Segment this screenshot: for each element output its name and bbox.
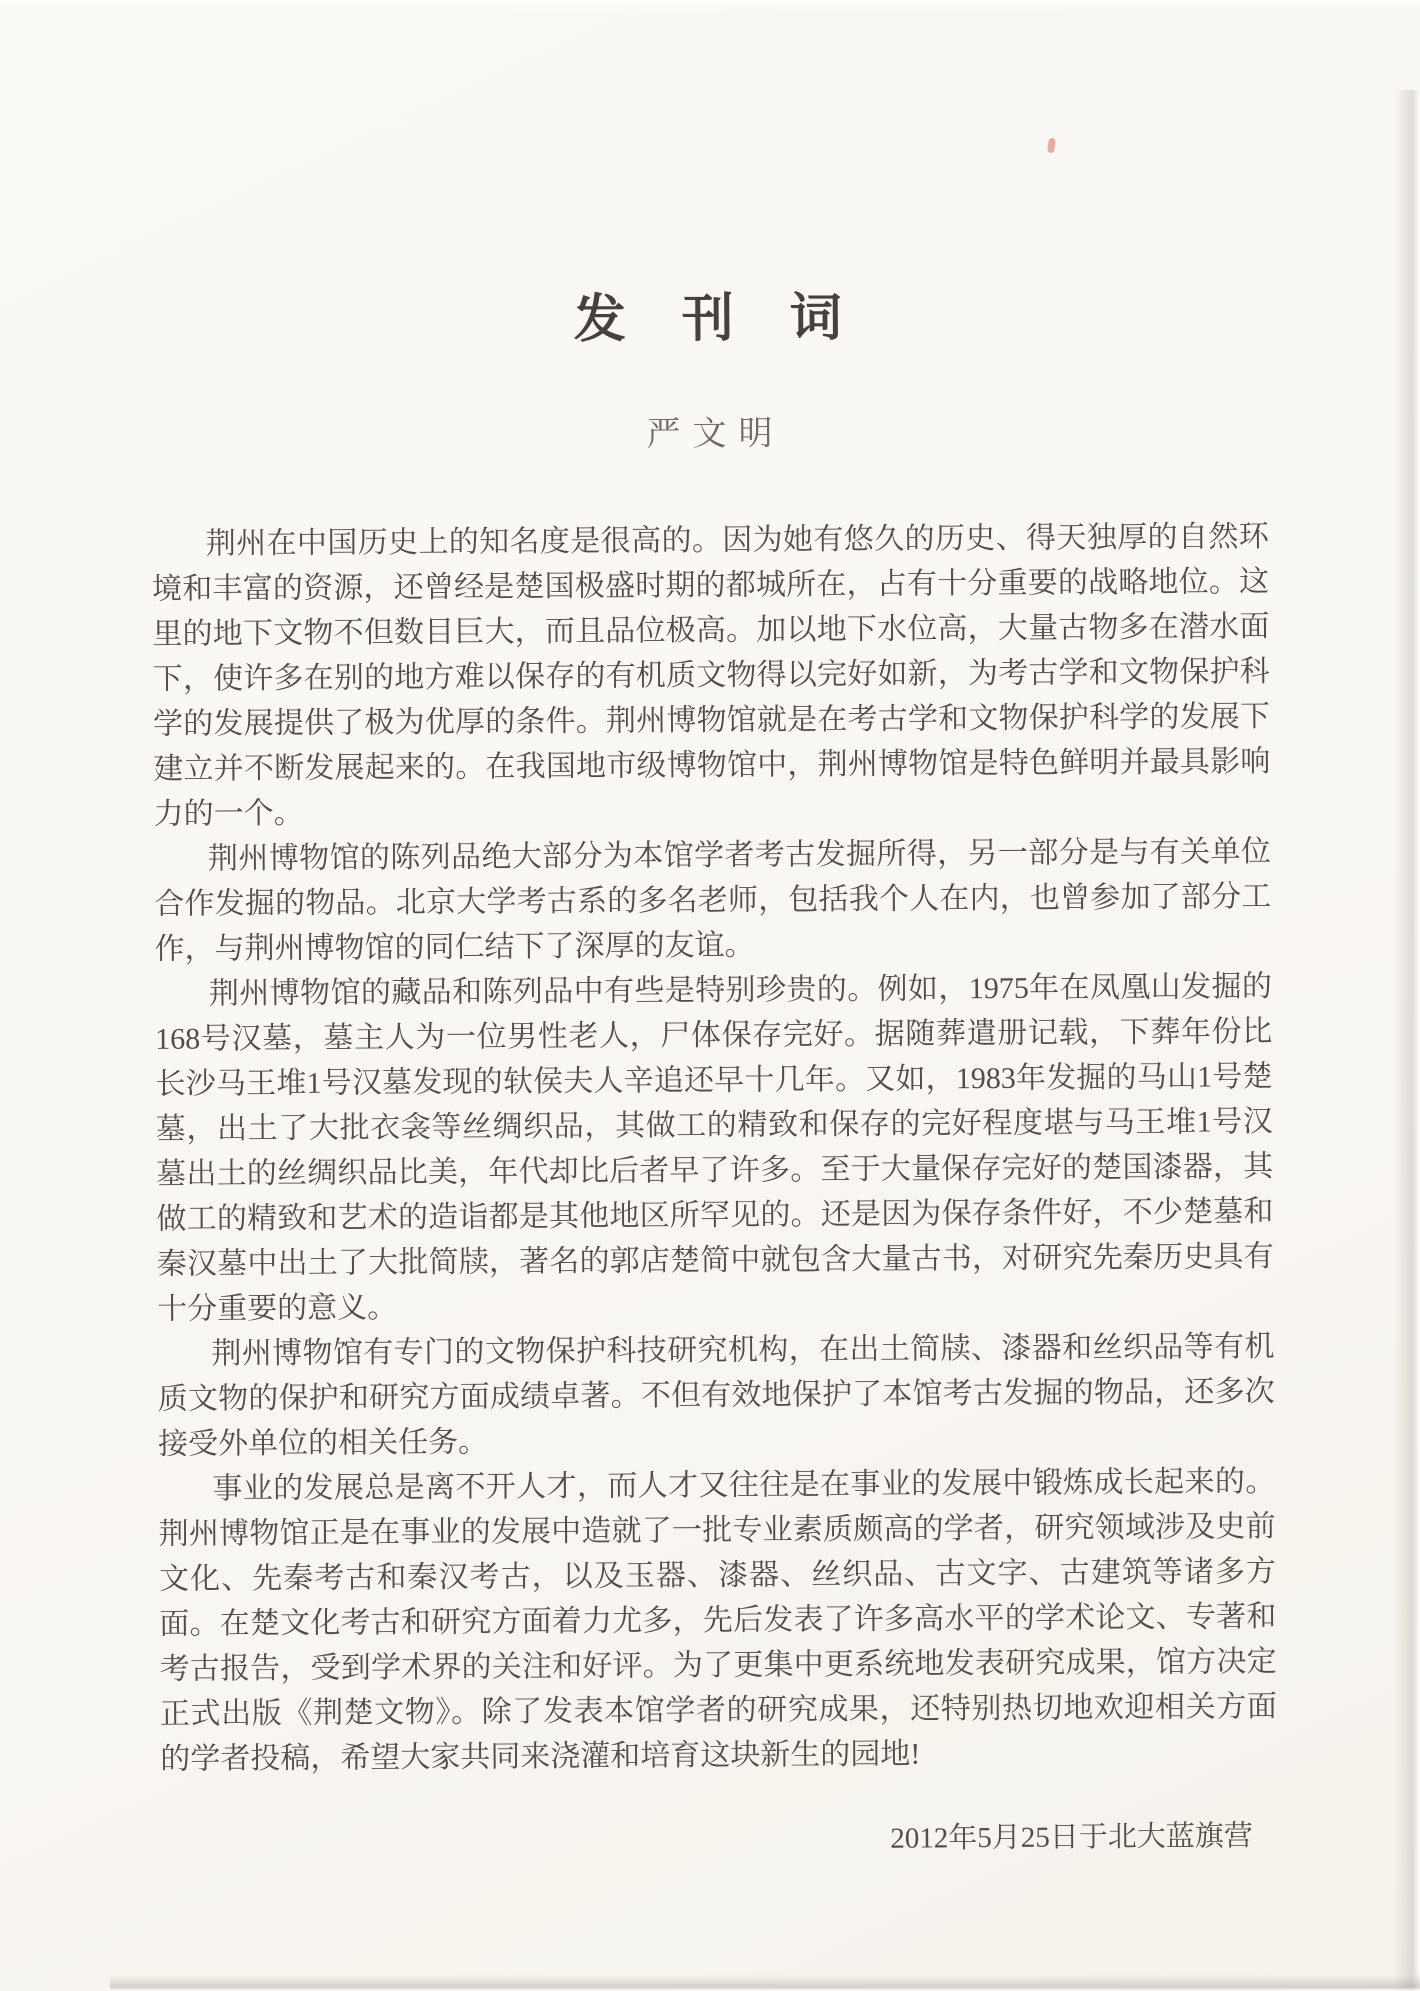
body-paragraph: 荆州在中国历史上的知名度是很高的。因为她有悠久的历史、得天独厚的自然环境和丰富的资源，还曾经是楚国极盛时期的都城所在，占有十分重要的战略地位。这里的地下文物不但数目巨大，而且品位极高。加以地下水位高，大量古物多在潜水面下，使许多在别的地方难以保存的有机质文物得以完好如新，为考古学和文物保护科学的发展提供了极为优厚的条件。荆州博物馆就是在考古学和文物保护科学的发展下建立并不断发展起来的。在我国地市级博物馆中，荆州博物馆是特色鲜明并最具影响力的一个。 bbox=[151, 520, 1271, 831]
body-paragraph: 荆州博物馆的陈列品绝大部分为本馆学者考古发掘所得，另一部分是与有关单位合作发掘的物品。北京大学考古系的多名老师，包括我个人在内，也曾参加了部分工作，与荆州博物馆的同仁结下了深厚的友谊。 bbox=[154, 835, 1272, 966]
dateline: 2012年5月25日于北大蓝旗营 bbox=[890, 1820, 1253, 1855]
body-paragraph: 荆州博物馆有专门的文物保护科技研究机构，在出土简牍、漆器和丝织品等有机质文物的保护和研究方面成绩卓著。不但有效地保护了本馆考古发掘的物品，还多次接受外单位的相关任务。 bbox=[157, 1330, 1275, 1461]
body-paragraph: 事业的发展总是离不开人才，而人才又往往是在事业的发展中锻炼成长起来的。荆州博物馆正是在事业的发展中造就了一批专业素质颇高的学者，研究领域涉及史前文化、先秦考古和秦汉考古，以及玉器、漆器、丝织品、古文字、古建筑等诸多方面。在楚文化考古和研究方面着力尤多，先后发表了许多高水平的学术论文、专著和考古报告，受到学术界的关注和好评。为了更集中更系统地发表研究成果，馆方决定正式出版《荆楚文物》。除了发表本馆学者的研究成果，还特别热切地欢迎相关方面的学者投稿，希望大家共同来浇灌和培育这块新生的园地! bbox=[158, 1465, 1278, 1776]
body-paragraph: 荆州博物馆的藏品和陈列品中有些是特别珍贵的。例如，1975年在凤凰山发掘的168号汉墓，墓主人为一位男性老人，尸体保存完好。据随葬遣册记载，下葬年份比长沙马王堆1号汉墓发现的轪侯夫人辛追还早十几年。又如，1983年发掘的马山1号楚墓，出土了大批衣衾等丝绸织品，其做工的精致和保存的完好程度堪与马王堆1号汉墓出土的丝绸织品比美，年代却比后者早了许多。至于大量保存完好的楚国漆器，其做工的精致和艺术的造诣都是其他地区所罕见的。还是因为保存条件好，不少楚墓和秦汉墓中出土了大批简牍，著名的郭店楚简中就包含大量古书，对研究先秦历史具有十分重要的意义。 bbox=[155, 970, 1274, 1326]
author-name: 严文明 bbox=[646, 415, 785, 454]
body-text bbox=[152, 514, 1278, 1867]
page-title: 发 刊 词 bbox=[573, 290, 844, 349]
